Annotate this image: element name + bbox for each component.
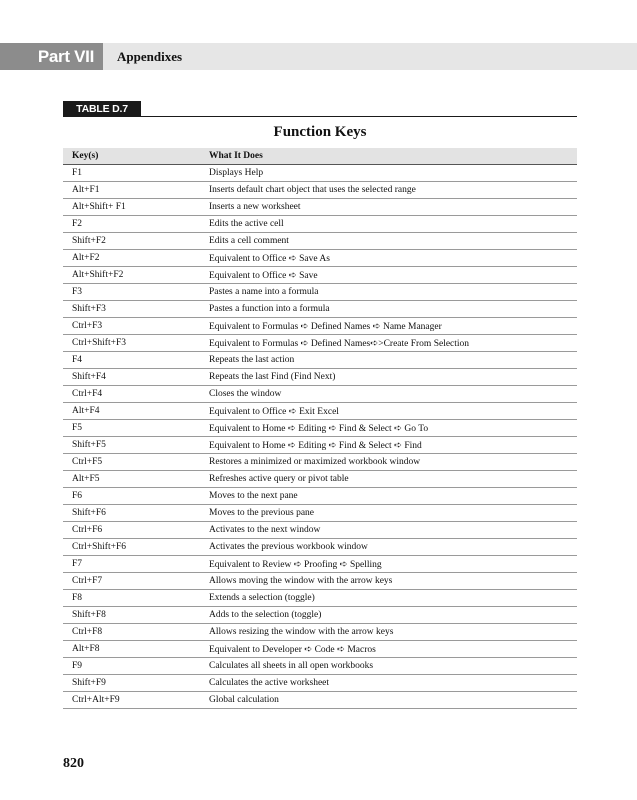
description-cell: Closes the window (209, 389, 282, 399)
key-cell: Ctrl+Shift+F6 (72, 542, 127, 552)
table-row (63, 233, 577, 250)
table-body (63, 165, 577, 709)
key-cell: F4 (72, 355, 83, 365)
key-cell: Shift+F2 (72, 236, 106, 246)
function-keys-table (63, 148, 577, 709)
key-cell: Alt+F5 (72, 474, 100, 484)
key-cell: Ctrl+F4 (72, 389, 103, 399)
table-title: Function Keys (273, 124, 367, 140)
table-row (63, 658, 577, 675)
key-cell: Alt+F2 (72, 253, 100, 263)
key-cell: Shift+F9 (72, 678, 106, 688)
description-cell: Equivalent to Developer ➪ Code ➪ Macros (209, 644, 376, 655)
table-row (63, 556, 577, 573)
description-cell: Activates to the next window (209, 525, 321, 535)
key-cell: Ctrl+F6 (72, 525, 103, 535)
description-cell: Activates the previous workbook window (209, 542, 368, 552)
table-row (63, 692, 577, 709)
table-row (63, 199, 577, 216)
key-cell: Alt+F4 (72, 406, 100, 416)
key-cell: F1 (72, 168, 83, 178)
key-cell: F6 (72, 491, 83, 501)
table-row (63, 539, 577, 556)
page-number: 820 (63, 756, 84, 771)
key-cell: Ctrl+F8 (72, 627, 103, 637)
key-cell: Ctrl+Shift+F3 (72, 338, 127, 348)
table-row (63, 318, 577, 335)
description-cell: Equivalent to Office ➪ Save (209, 270, 318, 281)
description-cell: Equivalent to Review ➪ Proofing ➪ Spelling (209, 559, 382, 570)
description-cell: Allows resizing the window with the arrow keys (209, 627, 394, 637)
table-row (63, 607, 577, 624)
description-cell: Inserts a new worksheet (209, 202, 301, 212)
key-cell: F2 (72, 219, 83, 229)
description-cell: Moves to the next pane (209, 491, 298, 501)
description-cell: Equivalent to Home ➪ Editing ➪ Find & Select ➪ Go To (209, 423, 429, 434)
key-cell: Alt+Shift+F2 (72, 270, 124, 280)
key-cell: Ctrl+F7 (72, 576, 103, 586)
key-cell: Shift+F4 (72, 372, 106, 382)
table-row (63, 573, 577, 590)
section-title: Appendixes (117, 49, 183, 64)
key-cell: Ctrl+Alt+F9 (72, 695, 120, 705)
column-header-what-it-does: What It Does (209, 151, 263, 161)
key-cell: F7 (72, 559, 83, 569)
description-cell: Adds to the selection (toggle) (209, 610, 322, 620)
key-cell: Alt+Shift+ F1 (72, 202, 126, 212)
description-cell: Pastes a function into a formula (209, 304, 330, 314)
key-cell: Shift+F5 (72, 440, 106, 450)
description-cell: Edits a cell comment (209, 236, 289, 246)
table-row (63, 641, 577, 658)
description-cell: Global calculation (209, 695, 279, 705)
description-cell: Equivalent to Formulas ➪ Defined Names ➪ Name Manager (209, 321, 442, 332)
table-row (63, 624, 577, 641)
key-cell: Ctrl+F3 (72, 321, 103, 331)
table-row (63, 250, 577, 267)
table-row (63, 284, 577, 301)
description-cell: Inserts default chart object that uses the selected range (209, 185, 416, 195)
table-row (63, 335, 577, 352)
description-cell: Allows moving the window with the arrow keys (209, 576, 393, 586)
description-cell: Displays Help (209, 168, 264, 178)
description-cell: Repeats the last action (209, 355, 295, 365)
table-row (63, 301, 577, 318)
description-cell: Repeats the last Find (Find Next) (209, 372, 336, 382)
description-cell: Equivalent to Formulas ➪ Defined Names➪>Create From Selection (209, 338, 470, 349)
table-row (63, 471, 577, 488)
description-cell: Equivalent to Home ➪ Editing ➪ Find & Select ➪ Find (209, 440, 422, 451)
key-cell: F5 (72, 423, 83, 433)
part-label: Part VII (0, 43, 103, 70)
table-row (63, 369, 577, 386)
table-row (63, 267, 577, 284)
description-cell: Equivalent to Office ➪ Save As (209, 253, 330, 264)
table-tag-rule (63, 116, 577, 117)
table-row (63, 590, 577, 607)
table-row (63, 454, 577, 471)
key-cell: F9 (72, 661, 83, 671)
key-cell: Ctrl+F5 (72, 457, 103, 467)
description-cell: Restores a minimized or maximized workbook window (209, 457, 421, 467)
description-cell: Edits the active cell (209, 219, 284, 229)
description-cell: Calculates all sheets in all open workbooks (209, 661, 374, 671)
table-row (63, 437, 577, 454)
table-row (63, 386, 577, 403)
description-cell: Pastes a name into a formula (209, 287, 319, 297)
table-row (63, 420, 577, 437)
key-cell: Alt+F8 (72, 644, 100, 654)
key-cell: Shift+F8 (72, 610, 106, 620)
table-row (63, 182, 577, 199)
table-row (63, 488, 577, 505)
table-row (63, 403, 577, 420)
table-row (63, 675, 577, 692)
table-row (63, 352, 577, 369)
table-row (63, 216, 577, 233)
description-cell: Equivalent to Office ➪ Exit Excel (209, 406, 339, 417)
table-row (63, 505, 577, 522)
key-cell: F8 (72, 593, 83, 603)
table-header-row (63, 148, 577, 165)
description-cell: Refreshes active query or pivot table (209, 474, 349, 484)
description-cell: Calculates the active worksheet (209, 678, 330, 688)
table-row (63, 165, 577, 182)
key-cell: Alt+F1 (72, 185, 100, 195)
description-cell: Extends a selection (toggle) (209, 593, 315, 603)
key-cell: Shift+F3 (72, 304, 106, 314)
key-cell: F3 (72, 287, 83, 297)
column-header-keys: Key(s) (72, 151, 99, 161)
table-row (63, 522, 577, 539)
key-cell: Shift+F6 (72, 508, 106, 518)
table-number-tag: TABLE D.7 (63, 101, 141, 117)
description-cell: Moves to the previous pane (209, 508, 315, 518)
